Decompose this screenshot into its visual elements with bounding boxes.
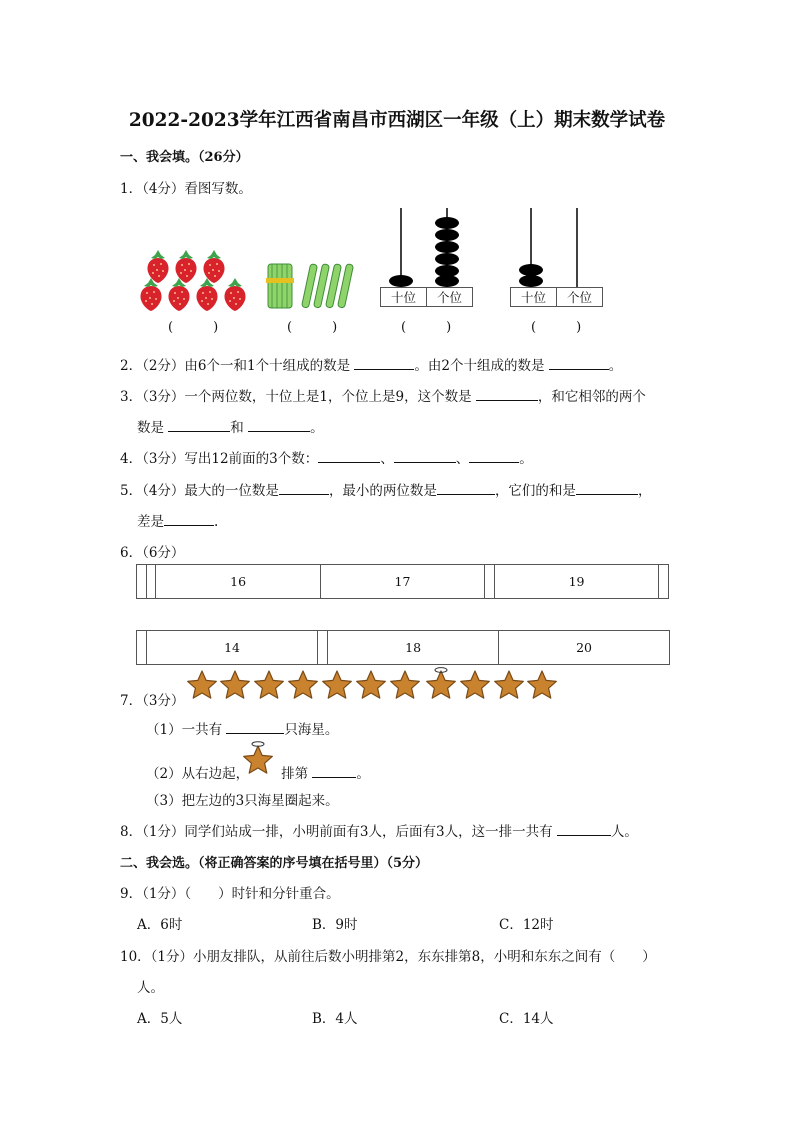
answer-blank[interactable] [549,357,609,370]
answer-blank[interactable] [354,357,414,370]
question-4: 4．（3分）写出12前面的3个数： 、 、 。 [120,451,533,467]
ones-label: 个位 [427,288,473,307]
number-cell: 14 [147,631,318,665]
number-table-1 [136,564,669,599]
answer-blank[interactable] [469,450,519,463]
starfish-icon [241,740,275,776]
abacus-icon [519,208,577,287]
tens-label: 十位 [381,288,427,307]
number-cell[interactable] [137,565,147,599]
q1-figures [0,200,794,340]
q9-option-c[interactable]: C．12时 [499,917,554,933]
abacus-icon [389,208,459,287]
question-10-cont: 人。 [137,980,164,996]
number-cell[interactable] [146,565,156,599]
answer-paren-3[interactable]: ( ) [401,320,452,335]
starfish-row [180,664,565,704]
section-heading-1: 一、我会填。（26分） [120,150,249,165]
q10-option-c[interactable]: C．14人 [499,1011,554,1027]
answer-blank[interactable] [226,721,284,734]
question-3: 3．（3分）一个两位数，十位上是1，个位上是9，这个数是 ，和它相邻的两个 [120,389,646,405]
answer-blank[interactable] [576,482,638,495]
question-7-sub1: （1）一共有 只海星。 [146,722,339,738]
answer-blank[interactable] [476,388,538,401]
stick-bundle-icon [266,264,354,308]
answer-blank[interactable] [164,513,214,526]
number-cell: 20 [499,631,670,665]
answer-paren-2[interactable]: ( ) [287,320,338,335]
question-1: 1．（4分）看图写数。 [120,181,252,197]
q10-option-b[interactable]: B．4人 [312,1011,358,1027]
q9-option-b[interactable]: B．9时 [312,917,358,933]
question-9: 9．（1分）（ ）时针和分针重合。 [120,886,340,902]
question-7-sub3: （3）把左边的3只海星圈起来。 [146,793,339,809]
question-2: 2．（2分）由6个一和1个十组成的数是 。由2个十组成的数是 。 [120,358,623,374]
answer-blank[interactable] [394,450,456,463]
number-table-2 [136,630,670,665]
answer-blank[interactable] [557,823,611,836]
page-title: 2022-2023学年江西省南昌市西湖区一年级（上）期末数学试卷 [128,110,666,131]
number-cell[interactable] [137,631,147,665]
strawberry-icon [140,250,245,311]
answer-blank[interactable] [312,765,356,778]
number-cell: 18 [328,631,499,665]
answer-blank[interactable] [437,482,495,495]
answer-paren-1[interactable]: ( ) [168,320,219,335]
answer-blank[interactable] [248,419,310,432]
question-7: 7．（3分） [120,693,185,709]
q10-option-a[interactable]: A．5人 [137,1011,183,1027]
number-cell[interactable] [659,565,669,599]
answer-paren-4[interactable]: ( ) [531,320,582,335]
answer-blank[interactable] [318,450,380,463]
q9-option-a[interactable]: A．6时 [137,917,183,933]
section-heading-2: 二、我会选。（将正确答案的序号填在括号里）（5分） [120,856,429,871]
question-10: 10．（1分）小朋友排队，从前往后数小明排第2，东东排第8，小明和东东之间有（ ） [120,949,656,965]
number-cell: 16 [156,565,320,599]
abacus-label-table-2 [510,287,603,307]
starfish-icon [188,671,557,698]
question-5-cont: 差是 . [137,514,219,530]
number-cell[interactable] [318,631,328,665]
number-cell: 19 [494,565,658,599]
question-5: 5．（4分）最大的一位数是 ，最小的两位数是 ，它们的和是 ， [120,483,652,499]
tens-label: 十位 [511,288,557,307]
question-7-sub2: （2）从右边起， 排第 。 [146,766,370,782]
question-3-cont: 数是 和 。 [137,420,324,436]
number-cell: 17 [320,565,484,599]
answer-blank[interactable] [279,482,329,495]
question-6: 6．（6分） [120,545,185,561]
abacus-label-table-1 [380,287,473,307]
answer-blank[interactable] [168,419,230,432]
question-8: 8．（1分）同学们站成一排，小明前面有3人，后面有3人，这一排一共有 人。 [120,824,638,840]
ones-label: 个位 [557,288,603,307]
number-cell[interactable] [485,565,495,599]
